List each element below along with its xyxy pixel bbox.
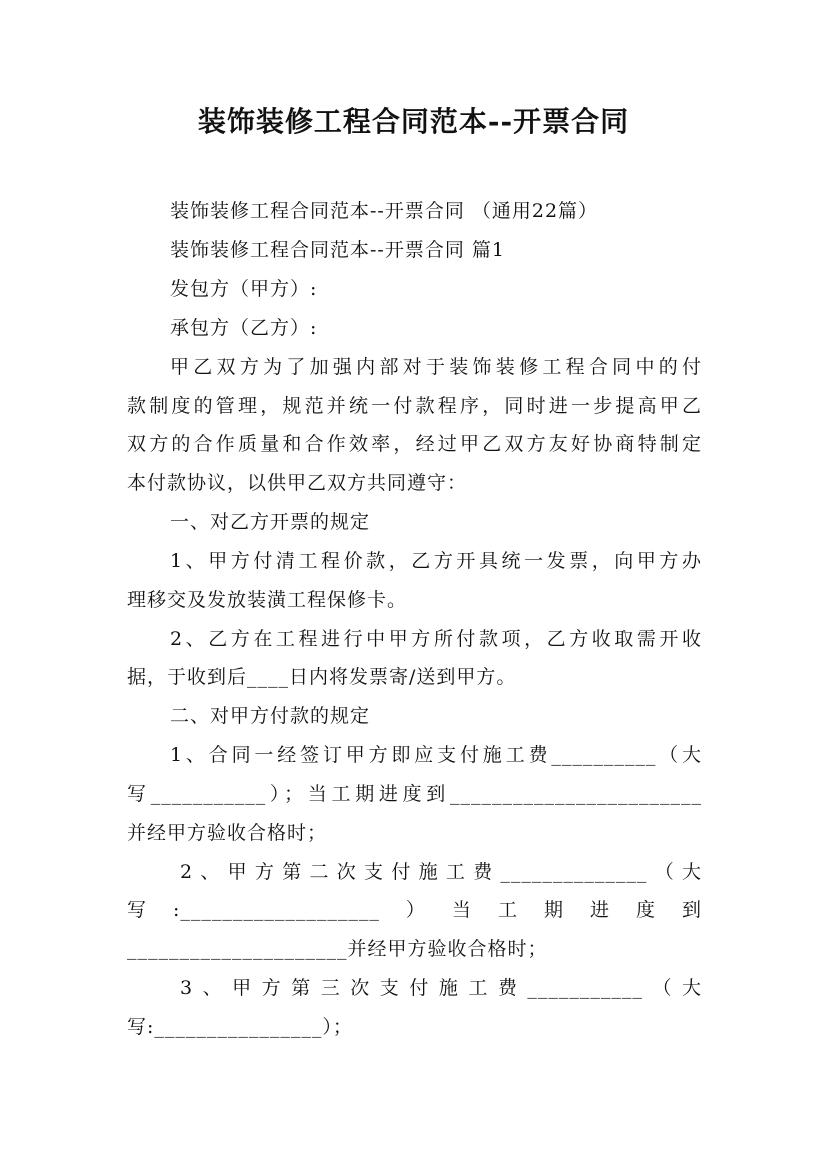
paragraph-line: 双方的合作质量和合作效率，经过甲乙双方友好协商特制定 (127, 433, 702, 455)
paragraph-line: 据，于收到后____日内将发票寄/送到甲方。 (127, 666, 517, 688)
paragraph-line: 并经甲方验收合格时； (127, 822, 328, 844)
paragraph-line: 写:________________）； (127, 1016, 353, 1038)
paragraph-line: 2、甲方第二次支付施工费______________（大 (180, 861, 702, 883)
paragraph-line: _____________________并经甲方验收合格时； (127, 938, 548, 960)
paragraph-line: 款制度的管理，规范并统一付款程序，同时进一步提高甲乙 (127, 395, 702, 417)
paragraph-line: 3、甲方第三次支付施工费___________（大 (180, 977, 702, 999)
section-heading: 二、对甲方付款的规定 (170, 705, 371, 727)
section-heading: 一、对乙方开票的规定 (170, 511, 371, 533)
paragraph-line: 装饰装修工程合同范本--开票合同 篇1 (170, 239, 505, 261)
paragraph-line: 发包方（甲方）: (170, 278, 318, 300)
paragraph-line: 承包方（乙方）: (170, 317, 318, 339)
paragraph-line: 1、甲方付清工程价款，乙方开具统一发票，向甲方办 (170, 550, 702, 572)
paragraph-line: 甲乙双方为了加强内部对于装饰装修工程合同中的付 (170, 356, 702, 378)
paragraph-line: 写:___________________）当工期进度到 (127, 899, 702, 921)
paragraph-line: 写___________）；当工期进度到________________________ (127, 783, 702, 805)
paragraph-line: 本付款协议，以供甲乙双方共同遵守： (127, 472, 468, 494)
document-title: 装饰装修工程合同范本--开票合同 (197, 105, 630, 138)
paragraph-line: 理移交及发放装潢工程保修卡。 (127, 589, 408, 611)
paragraph-line: 1、合同一经签订甲方即应支付施工费__________（大 (170, 744, 702, 766)
paragraph-line: 装饰装修工程合同范本--开票合同 （通用22篇） (170, 200, 599, 222)
paragraph-line: 2、乙方在工程进行中甲方所付款项，乙方收取需开收 (170, 628, 702, 650)
